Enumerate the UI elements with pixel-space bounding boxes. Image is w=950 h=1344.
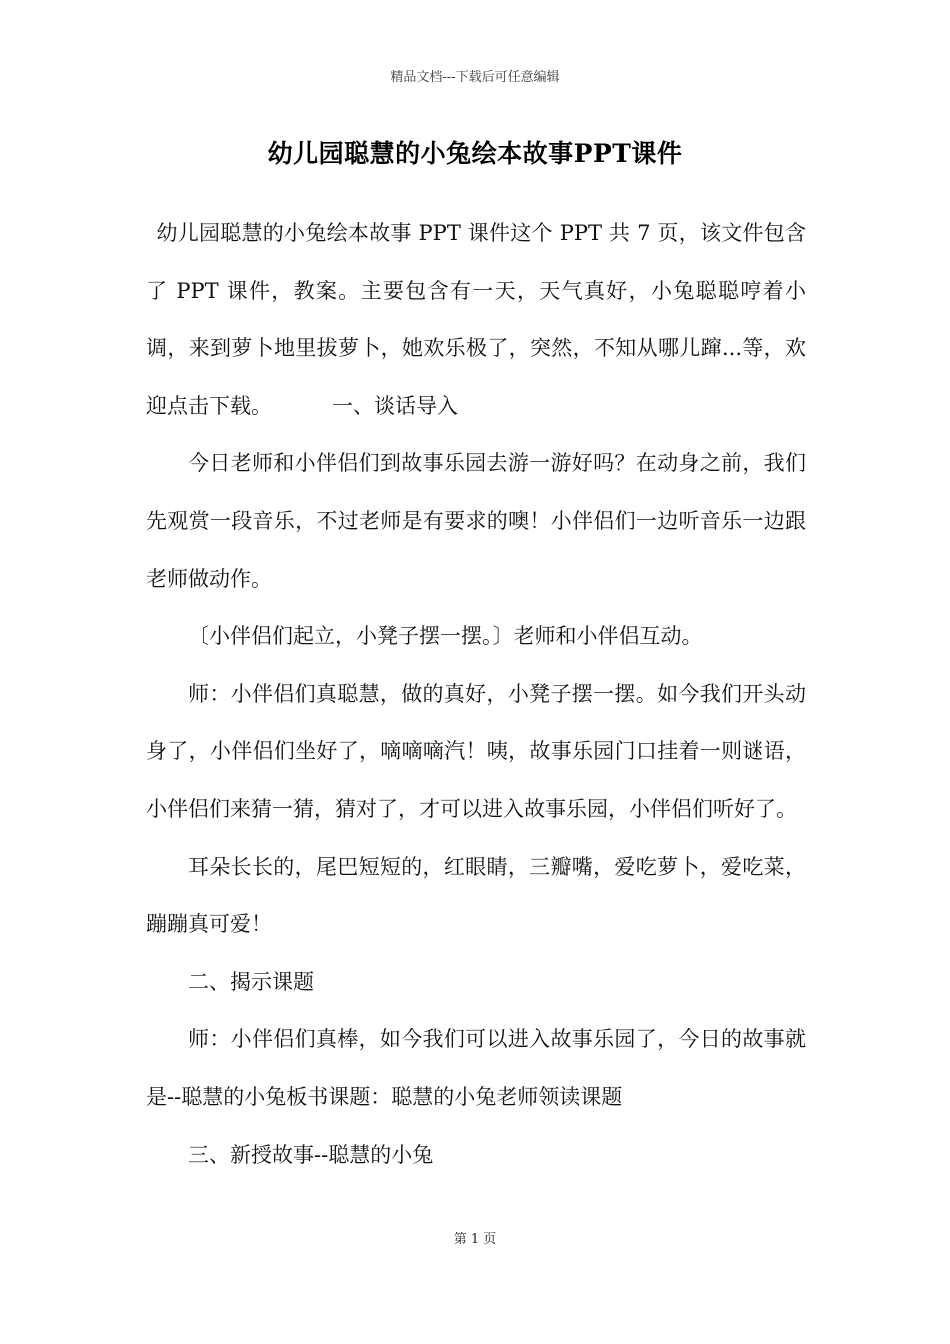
paragraph-2: 〔小伴侣们起立，小凳子摆一摆。〕老师和小伴侣互动。: [188, 624, 703, 649]
page-number: 第 1 页: [453, 1232, 497, 1247]
page-header: 精品文档---下载后可任意编辑: [390, 70, 560, 85]
paragraph-1: 今日老师和小伴侣们到故事乐园去游一游好吗？在动身之前，我们先观赏一段音乐，不过老师是有要求的噢！小伴侣们一边听音乐一边跟老师做动作。: [146, 451, 806, 591]
intro-text: 幼儿园聪慧的小兔绘本故事 PPT 课件这个 PPT 共 7 页，该文件包含了 PPT 课件，教案。主要包含有一天，天气真好，小兔聪聪哼着小调，来到萝卜地里拔萝卜，她欢乐极了，突然，不知从哪儿蹿...等，欢迎点击下载。: [146, 221, 806, 418]
paragraph-3: 师：小伴侣们真聪慧，做的真好，小凳子摆一摆。如今我们开头动身了，小伴侣们坐好了，嘀嘀嘀汽！咦，故事乐园门口挂着一则谜语，小伴侣们来猜一猜，猜对了，才可以进入故事乐园，小伴侣们听好了。: [146, 681, 806, 821]
section-heading-1: 一、谈话导入: [332, 393, 458, 418]
paragraph-5: 师：小伴侣们真棒，如今我们可以进入故事乐园了，今日的故事就是--聪慧的小兔板书课题：聪慧的小兔老师领读课题: [146, 1027, 806, 1109]
intro-paragraph: [146, 205, 806, 435]
document-title: 幼儿园聪慧的小兔绘本故事PPT课件: [267, 139, 683, 168]
paragraph-4: 耳朵长长的，尾巴短短的，红眼睛，三瓣嘴，爱吃萝卜，爱吃菜，蹦蹦真可爱！: [146, 854, 806, 937]
section-heading-3: 三、新授故事--聪慧的小兔: [188, 1142, 434, 1167]
document-body: [146, 205, 806, 1184]
section-heading-2: 二、揭示课题: [188, 969, 314, 994]
